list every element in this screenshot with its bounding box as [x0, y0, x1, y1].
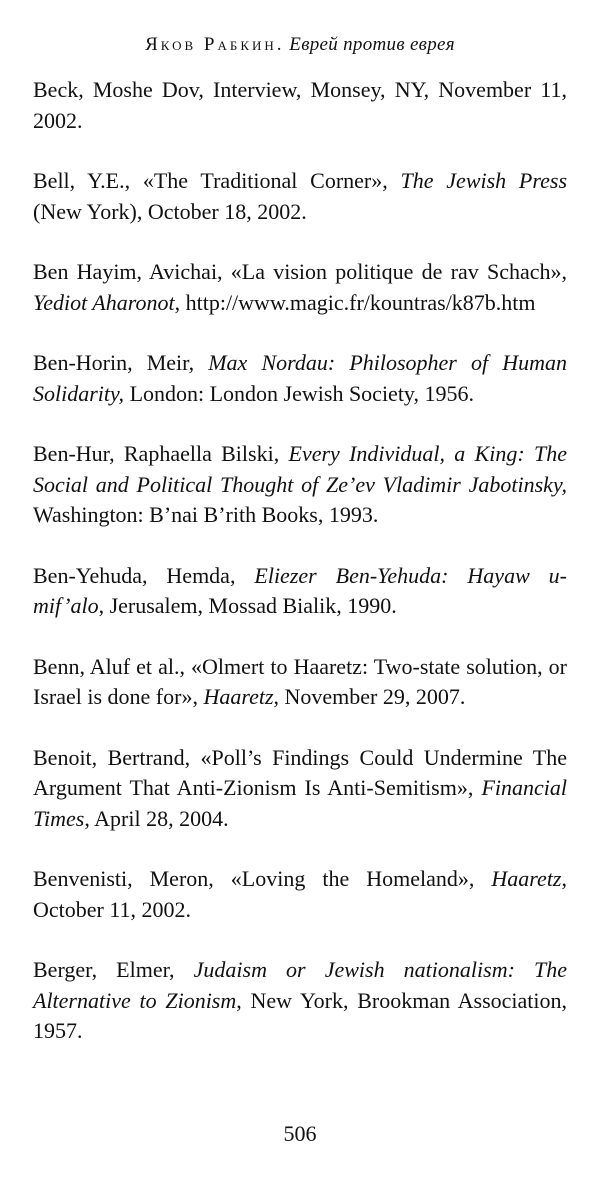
entry-text: Ben-Hur, Raphaella Bilski,: [33, 441, 289, 466]
entry-text: Beck, Moshe Dov, Interview, Monsey, NY, November 11, 2002.: [33, 77, 567, 133]
entry-title: Financial Times: [33, 775, 567, 831]
entry-text: Benn, Aluf et al., «Olmert to Haaretz: Two-state solution, or Israel is done for»,: [33, 653, 567, 709]
entry-title: The Jewish Press: [400, 168, 568, 193]
entry-text: , Jerusalem, Mossad Bialik, 1990.: [98, 593, 397, 618]
bibliography-entry: [33, 955, 567, 1047]
entry-title: Eliezer Ben-Yehuda: Hayaw u-mif’alo: [33, 562, 567, 618]
bibliography-entry: [33, 257, 567, 318]
entry-text: Berger, Elmer,: [33, 957, 194, 982]
entry-title: Every Individual, a King: The Social and Political Thought of Ze’ev Vladimir Jabotinsky,: [33, 441, 567, 497]
bibliography-entry: [33, 743, 567, 835]
entry-text: London: London Jewish Society, 1956.: [124, 380, 474, 406]
entry-title: Haaretz: [491, 866, 562, 891]
entry-text: Bell, Y.E., «The Traditional Corner»,: [33, 168, 401, 193]
page-number: 506: [283, 1121, 317, 1146]
entry-title: Yediot Aharonot: [33, 289, 175, 315]
bibliography-entry: [33, 75, 567, 136]
running-header: [0, 33, 600, 57]
entry-title: Judaism or Jewish nationalism: The Alternative to Zionism: [33, 957, 567, 1013]
entry-text: , http://www.magic.fr/kountras/k87b.htm: [174, 289, 536, 315]
entry-title: Haaretz: [203, 684, 274, 709]
entry-title: Max Nordau: Philosopher of Human Solidarity,: [33, 350, 567, 406]
entry-text: Ben-Horin, Meir,: [33, 350, 209, 375]
bibliography-entry: [33, 864, 567, 925]
entry-text: Ben Hayim, Avichai, «La vision politique de rav Schach»,: [33, 259, 567, 284]
header-author: Яков Рабкин.: [145, 34, 285, 55]
entry-text: Benvenisti, Meron, «Loving the Homeland»,: [33, 866, 492, 891]
bibliography-entry: [33, 166, 567, 227]
bibliography-entry: [33, 439, 567, 531]
entry-text: Washington: B’nai B’rith Books, 1993.: [33, 502, 379, 527]
header-book-title: Еврей против еврея: [289, 34, 455, 55]
bibliography-list: [33, 75, 567, 1047]
bibliography-entry: [33, 561, 567, 622]
entry-text: , November 29, 2007.: [273, 684, 466, 709]
bibliography-entry: [33, 652, 567, 713]
entry-text: , New York, Brookman Association, 1957.: [33, 987, 567, 1043]
entry-text: Ben-Yehuda, Hemda,: [33, 562, 255, 588]
entry-text: , October 11, 2002.: [33, 866, 567, 922]
entry-text: (New York), October 18, 2002.: [33, 198, 307, 224]
bibliography-entry: [33, 348, 567, 409]
entry-text: Benoit, Bertrand, «Poll’s Findings Could Undermine The Argument That Anti-Zionism Is Anti-Semitism»,: [33, 744, 567, 800]
entry-text: , April 28, 2004.: [84, 805, 229, 831]
